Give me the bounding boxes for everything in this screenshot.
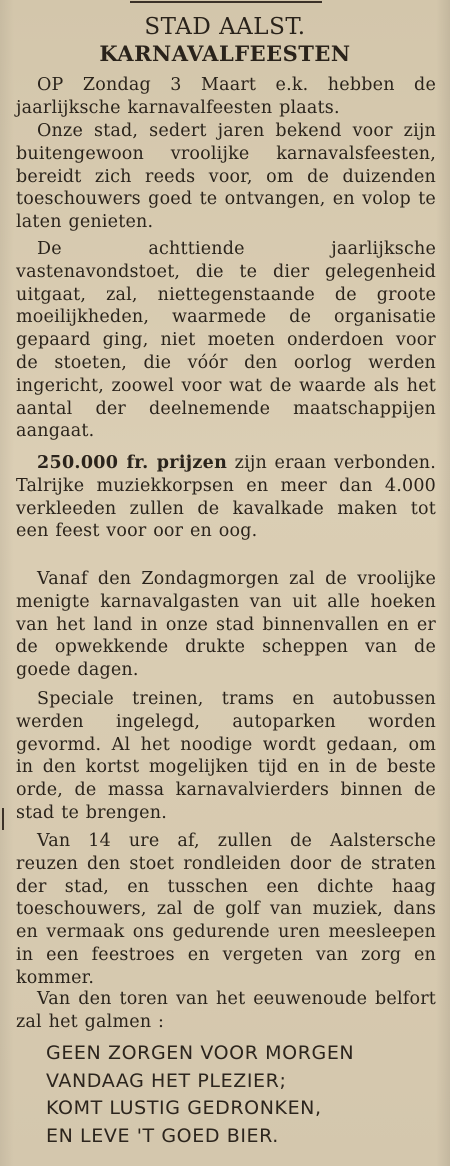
paragraph-6-text: Speciale treinen, trams en autobussen werden ingelegd, autoparken worden gevormd. Al het noodige wordt gedaan, om in den kortst mogelijken tijd en in de beste orde, de massa karnavalvierders binnen de stad te brengen. [16,689,436,823]
paragraph-4 [16,452,436,543]
paragraph-7 [16,830,436,990]
paragraph-3-text: De achttiende jaarlijksche vastenavondstoet, die te dier gelegenheid uitgaat, zal, niettegenstaande de groote moeilijkheden, waarmede de organisatie gepaard ging, niet moeten onderdoen voor de stoeten, die vóór den oorlog werden ingericht, zoowel voor wat de waarde als het aantal der deelnemende maatschappijen aangaat. [16,239,436,442]
paragraph-5-text: Vanaf den Zondagmorgen zal de vroolijke menigte karnavalgasten van uit alle hoeken van het land in onze stad binnenvallen en er de opwekkende drukte scheppen van de goede dagen. [16,569,436,681]
paragraph-8 [16,988,436,1034]
article-subtitle: KARNAVALFEESTEN [99,41,351,66]
paragraph-7-text: Van 14 ure af, zullen de Aalstersche reuzen den stoet rondleiden door de straten der stad, en tusschen een dichte haag toeschouwers, zal de golf van muziek, dans en vermaak ons gedurende uren meesleepen in een feestroes en vergeten van zorg en kommer. [16,831,436,988]
verse-line-4: EN LEVE 'T GOED BIER. [46,1124,279,1147]
belfry-verse [46,1040,446,1150]
verse-line-2: VANDAAG HET PLEZIER; [46,1069,287,1092]
paragraph-2 [16,120,436,234]
paragraph-5 [16,568,436,682]
margin-mark [2,808,4,830]
prize-amount: 250.000 fr. prijzen [37,453,228,473]
column-rule [130,1,322,3]
paragraph-1-text: OP Zondag 3 Maart e.k. hebben de jaarlijksche karnavalfeesten plaats. [16,75,436,118]
paragraph-6 [16,688,436,825]
paragraph-4-text: zijn eraan verbonden. Talrijke muziekkorpsen en meer dan 4.000 verkleeden zullen de kavalkade maken tot een feest voor oor en oog. [16,453,436,542]
paragraph-3 [16,238,436,443]
article-title: STAD AALST. [144,14,306,40]
verse-line-1: GEEN ZORGEN VOOR MORGEN [46,1042,355,1064]
paragraph-1 [16,74,436,120]
paragraph-2-text: Onze stad, sedert jaren bekend voor zijn buitengewoon vroolijke karnavalsfeesten, bereidt zich reeds voor, om de duizenden toeschouwers goed te ontvangen, en volop te laten genieten. [16,121,436,233]
verse-line-3: KOMT LUSTIG GEDRONKEN, [46,1097,322,1119]
paragraph-8-text: Van den toren van het eeuwenoude belfort zal het galmen : [16,989,436,1032]
